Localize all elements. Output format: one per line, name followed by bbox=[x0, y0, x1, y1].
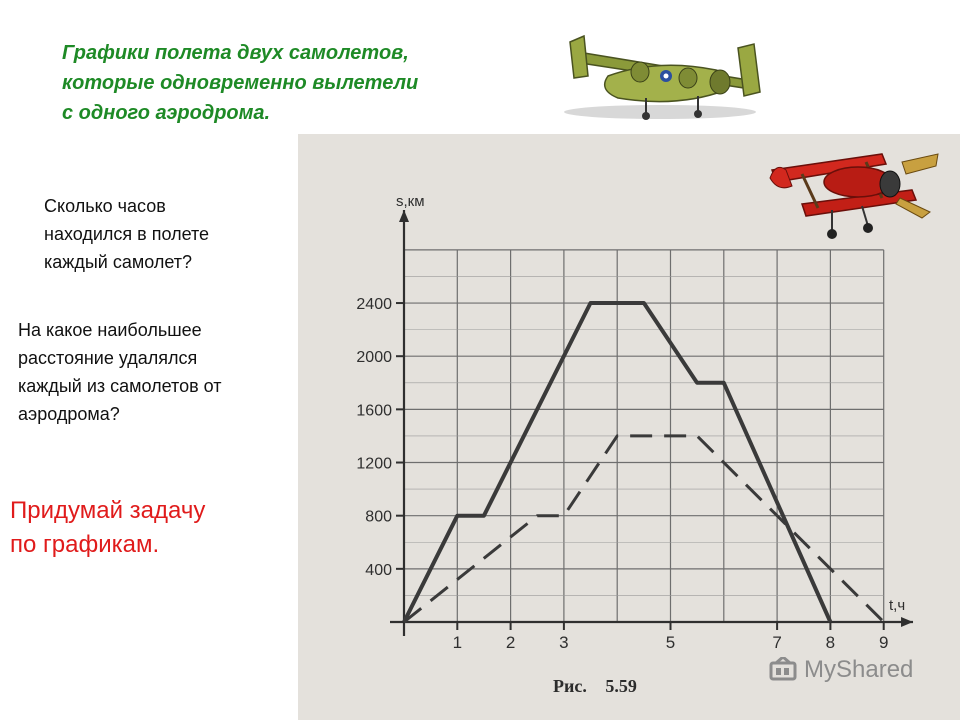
task-line-1: Придумай задачу bbox=[10, 497, 206, 524]
myshared-logo-icon bbox=[768, 657, 800, 683]
task-prompt bbox=[10, 494, 300, 562]
y-tick-label: 800 bbox=[365, 508, 392, 526]
series-dashed-line bbox=[404, 436, 884, 622]
y-tick-label: 2400 bbox=[356, 296, 392, 314]
figure-caption: Рис. 5.59 bbox=[553, 676, 637, 696]
title-line-2: которые одновременно вылетели bbox=[62, 72, 419, 94]
title-line-3: с одного аэродрома. bbox=[62, 102, 271, 124]
x-tick-label: 9 bbox=[878, 633, 889, 652]
y-axis-label: s,км bbox=[396, 193, 425, 211]
x-tick-label: 7 bbox=[772, 633, 782, 652]
question1-line-1: Сколько часов bbox=[44, 196, 166, 216]
bomber-plane-icon bbox=[548, 18, 770, 130]
watermark-text: MyShared bbox=[804, 656, 914, 683]
x-tick-label: 5 bbox=[665, 633, 676, 652]
x-tick-label: 1 bbox=[452, 633, 463, 652]
x-axis-arrow bbox=[901, 617, 913, 627]
slide-title bbox=[62, 38, 552, 128]
y-tick-label: 1200 bbox=[356, 455, 392, 473]
x-tick-label: 2 bbox=[505, 633, 516, 652]
y-tick-label: 400 bbox=[365, 561, 392, 579]
question2-line-3: каждый из самолетов от bbox=[18, 376, 222, 396]
question1-line-2: находился в полете bbox=[44, 224, 210, 244]
question2-line-4: аэродрома? bbox=[18, 404, 120, 424]
question1-line-3: каждый самолет? bbox=[44, 252, 192, 272]
x-tick-label: 3 bbox=[559, 633, 569, 652]
x-axis-label: t,ч bbox=[889, 597, 906, 614]
question2-line-2: расстояние удалялся bbox=[18, 348, 198, 368]
question2-line-1: На какое наибольшее bbox=[18, 320, 202, 340]
title-line-1: Графики полета двух самолетов, bbox=[62, 42, 409, 64]
task-line-2: по графикам. bbox=[10, 531, 160, 558]
chart-labels bbox=[356, 193, 905, 652]
y-tick-label: 1600 bbox=[356, 402, 392, 420]
y-axis-arrow bbox=[399, 210, 409, 222]
watermark bbox=[768, 656, 913, 684]
question-max-distance bbox=[18, 316, 303, 428]
x-tick-label: 8 bbox=[825, 633, 836, 652]
y-tick-label: 2000 bbox=[356, 349, 392, 367]
question-flight-hours bbox=[44, 192, 294, 276]
red-biplane-icon bbox=[762, 140, 942, 244]
